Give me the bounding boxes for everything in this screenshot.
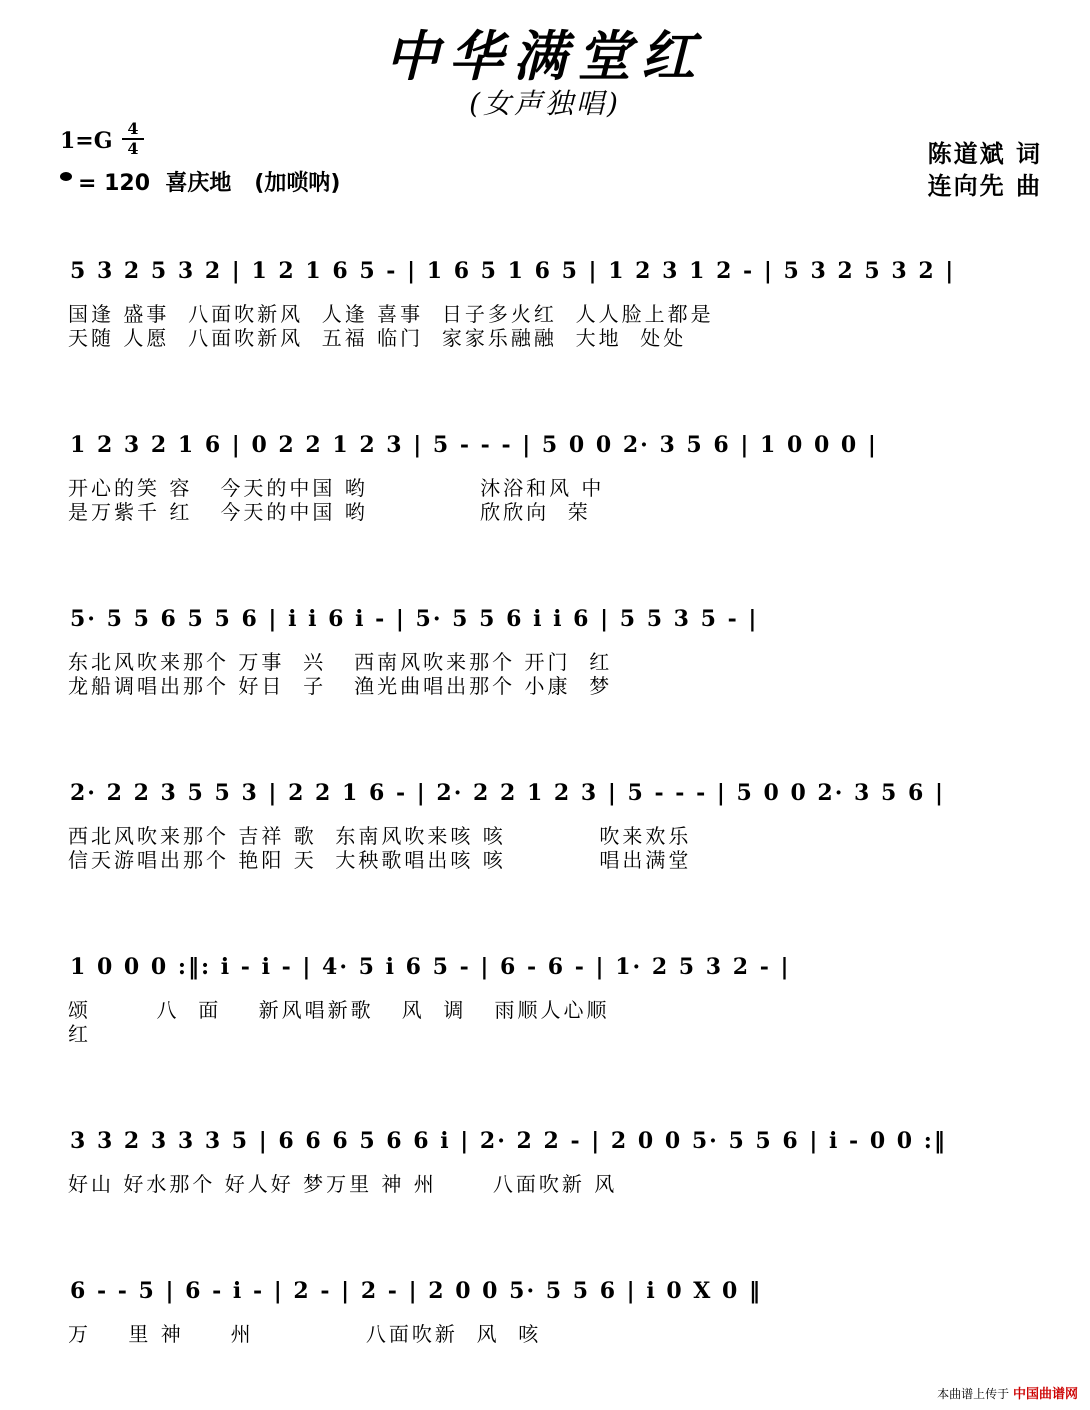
lyric-verse-2: 红 xyxy=(68,1022,91,1046)
notation-line: 1 0 0 0 :‖: i - i - | 4· 5 i 6 5 - | 6 - 6 - | 1· 2 5 3 2 - | xyxy=(70,954,791,980)
notation-line: 5· 5 5 6 5 5 6 | i i 6 i - | 5· 5 5 6 i i 6 | 5 5 3 5 - | xyxy=(70,606,759,632)
time-signature xyxy=(122,120,144,158)
song-subtitle: (女声独唱) xyxy=(469,87,621,120)
footer-text: 本曲谱上传于 xyxy=(937,1387,1010,1401)
composer-credit: 连向先 曲 xyxy=(927,172,1042,200)
time-signature-numerator: 4 xyxy=(127,119,139,138)
score-row-2 xyxy=(0,432,1090,552)
score-row-1 xyxy=(0,258,1090,378)
lyric-verse-2: 是万紫千 红 今天的中国 哟 欣欣向 荣 xyxy=(68,500,591,524)
lyric-verse-2: 天随 人愿 八面吹新风 五福 临门 家家乐融融 大地 处处 xyxy=(68,326,687,350)
lyric-verse-1: 西北风吹来那个 吉祥 歌 东南风吹来咳 咳 吹来欢乐 xyxy=(68,824,692,848)
notation-line: 2· 2 2 3 5 5 3 | 2 2 1 6 - | 2· 2 2 1 2 3 | 5 - - - | 5 0 0 2· 3 5 6 | xyxy=(70,780,945,806)
lyric-verse-1: 颂 八 面 新风唱新歌 风 调 雨顺人心顺 xyxy=(68,998,610,1022)
lyric-verse-2: 龙船调唱出那个 好日 子 渔光曲唱出那个 小康 梦 xyxy=(68,674,613,698)
lyric-verse-1: 东北风吹来那个 万事 兴 西南风吹来那个 开门 红 xyxy=(68,650,613,674)
lyric-verse-1: 万 里 神 州 八面吹新 风 咳 xyxy=(68,1322,542,1346)
key-signature: 1=G xyxy=(60,128,113,154)
score-row-4 xyxy=(0,780,1090,900)
source-footer xyxy=(937,1383,1078,1402)
lyricist-credit: 陈道斌 词 xyxy=(927,140,1042,168)
tempo-marking: = 120 喜庆地 (加唢呐) xyxy=(78,171,341,196)
score-row-7 xyxy=(0,1278,1090,1398)
lyric-verse-1: 开心的笑 容 今天的中国 哟 沐浴和风 中 xyxy=(68,476,605,500)
notation-line: 6 - - 5 | 6 - i - | 2 - | 2 - | 2 0 0 5· 5 5 6 | i 0 X 0 ‖ xyxy=(70,1278,763,1304)
score-row-5 xyxy=(0,954,1090,1074)
notation-line: 1 2 3 2 1 6 | 0 2 2 1 2 3 | 5 - - - | 5 0 0 2· 3 5 6 | 1 0 0 0 | xyxy=(70,432,878,458)
quarter-note-icon xyxy=(60,172,72,181)
time-signature-denominator: 4 xyxy=(122,138,144,158)
lyric-verse-1: 好山 好水那个 好人好 梦万里 神 州 八面吹新 风 xyxy=(68,1172,618,1196)
site-logo[interactable]: 中国曲谱网 xyxy=(1012,1387,1078,1402)
score-row-6 xyxy=(0,1128,1090,1248)
notation-line: 3 3 2 3 3 3 5 | 6 6 6 5 6 6 i | 2· 2 2 - | 2 0 0 5· 5 5 6 | i - 0 0 :‖ xyxy=(70,1128,947,1154)
lyric-verse-2: 信天游唱出那个 艳阳 天 大秧歌唱出咳 咳 唱出满堂 xyxy=(68,848,692,872)
notation-line: 5 3 2 5 3 2 | 1 2 1 6 5 - | 1 6 5 1 6 5 | 1 2 3 1 2 - | 5 3 2 5 3 2 | xyxy=(70,258,956,284)
song-title: 中华满堂红 xyxy=(385,24,705,88)
score-row-3 xyxy=(0,606,1090,726)
lyric-verse-1: 国逢 盛事 八面吹新风 人逢 喜事 日子多火红 人人脸上都是 xyxy=(68,302,714,326)
